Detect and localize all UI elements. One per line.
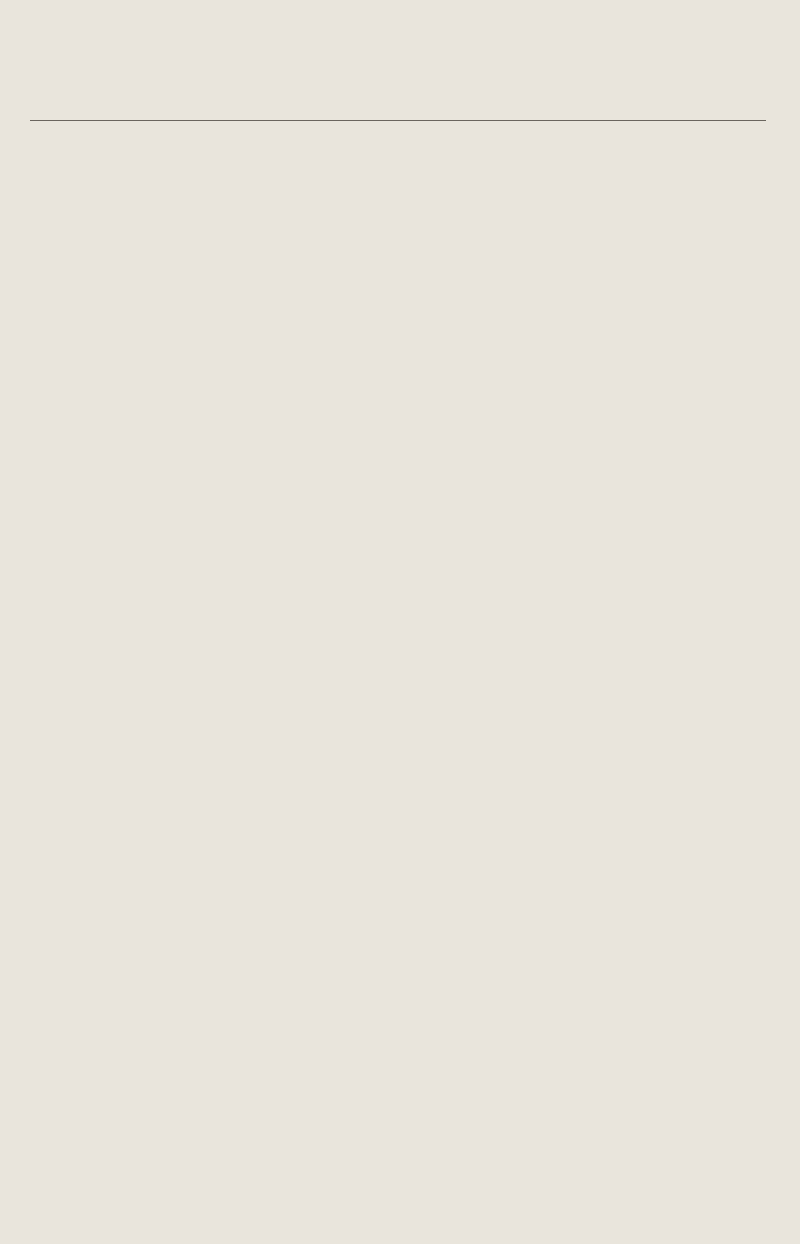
- page-header: [30, 92, 766, 121]
